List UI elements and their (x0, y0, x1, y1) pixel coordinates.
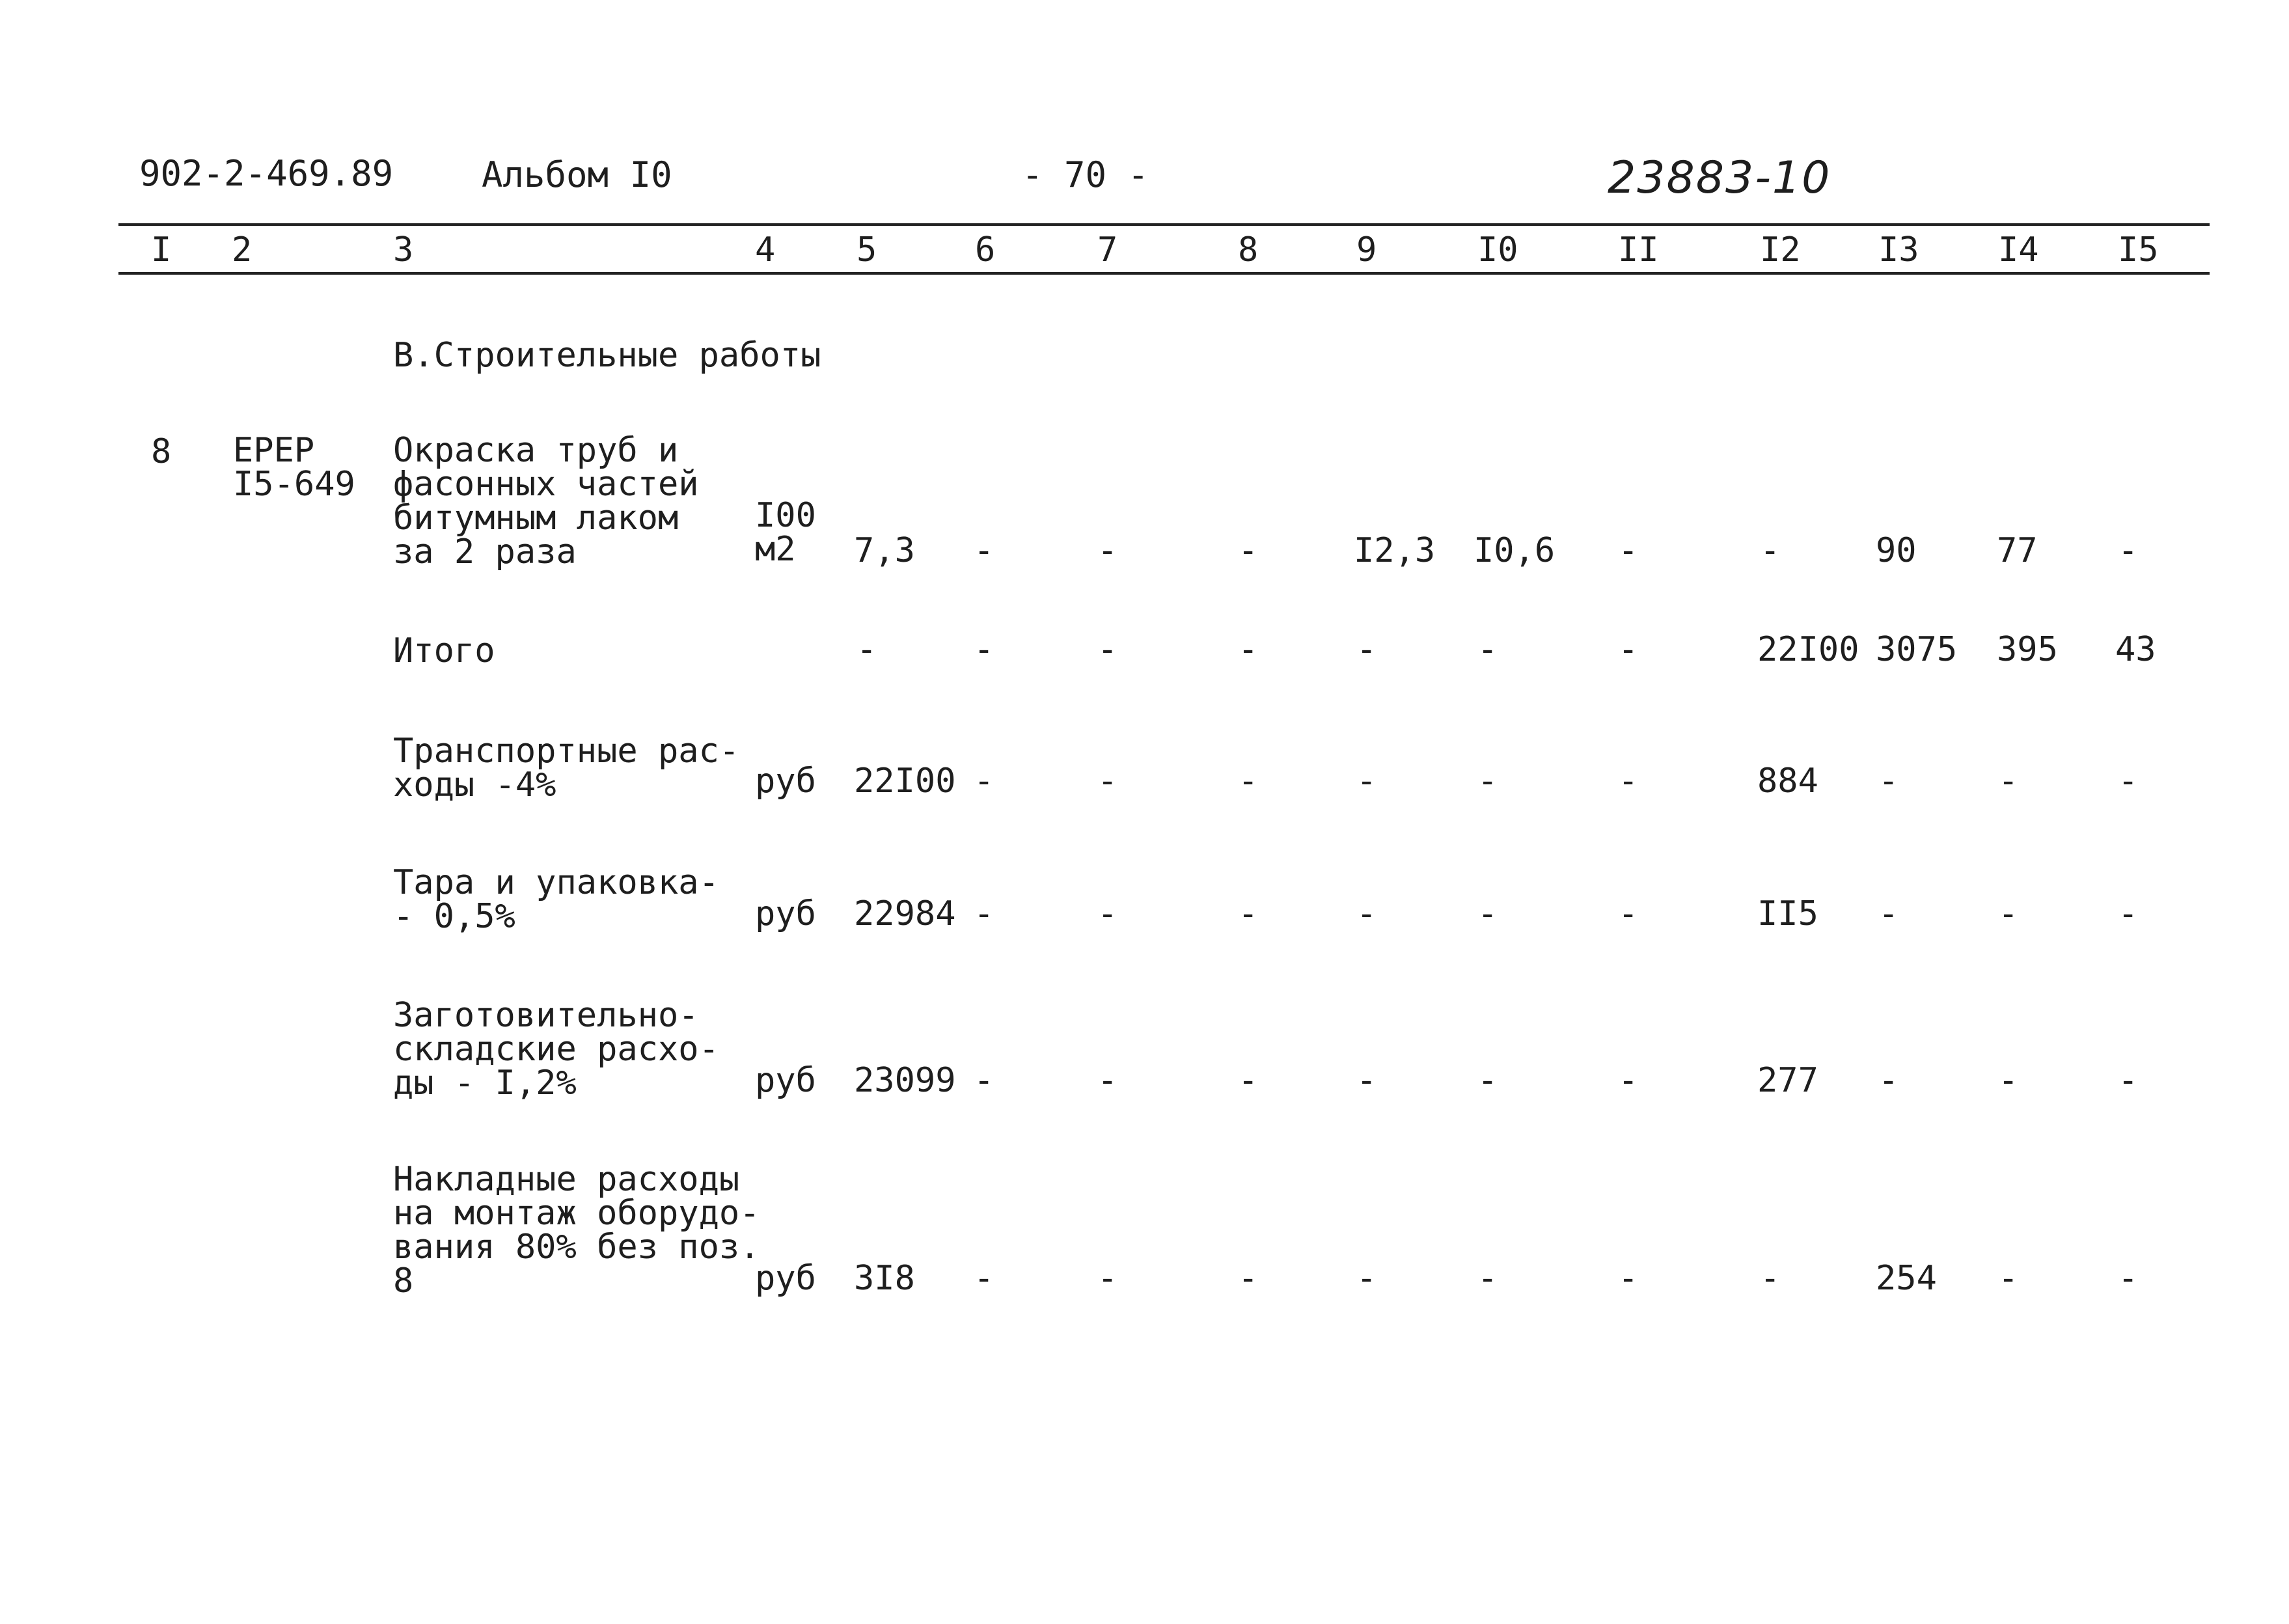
row-number: 8 (151, 432, 172, 471)
cell-c14: - (1998, 1061, 2019, 1100)
unit (755, 762, 816, 801)
unit-line: руб (755, 894, 816, 933)
description-line: ходы -4% (393, 765, 556, 805)
unit (755, 1061, 816, 1100)
cell-c14: - (1998, 762, 2019, 801)
cell-c5: 22984 (854, 894, 956, 933)
cell-c8: - (1238, 1259, 1259, 1298)
header-rule-top (118, 223, 2210, 226)
description-line: фасонных частей (393, 465, 699, 504)
unit-line: руб (755, 1259, 816, 1298)
description-line: 8 (393, 1261, 414, 1301)
column-header: 2 (232, 230, 253, 269)
column-header: 9 (1356, 230, 1377, 269)
cell-c5: 3I8 (854, 1259, 915, 1298)
cell-c11: - (1618, 531, 1639, 570)
cell-c10: - (1477, 762, 1498, 801)
cell-c13: - (1878, 1061, 1899, 1100)
work-description (393, 996, 719, 1103)
column-header: I4 (1998, 230, 2039, 269)
cell-c14: - (1998, 1259, 2019, 1298)
cell-c9: - (1356, 1061, 1377, 1100)
cell-c11: - (1618, 762, 1639, 801)
cell-c6: - (974, 531, 994, 570)
description-line: Окраска труб и (393, 431, 679, 470)
cell-c15: - (2118, 531, 2139, 570)
description-line: битумным лаком (393, 499, 679, 538)
unit-line: руб (755, 1061, 816, 1100)
cell-c7: - (1097, 531, 1118, 570)
page-number: - 70 - (1022, 154, 1149, 195)
cell-c9: - (1356, 1259, 1377, 1298)
description-line: за 2 раза (393, 532, 577, 571)
unit-line: руб (755, 762, 816, 801)
work-description (393, 732, 740, 805)
column-header: I5 (2118, 230, 2159, 269)
cell-c10: - (1477, 1259, 1498, 1298)
cell-c5: 7,3 (854, 531, 915, 570)
cell-c15: 43 (2115, 630, 2156, 669)
column-header: II (1618, 230, 1659, 269)
description-line: Накладные расходы (393, 1160, 740, 1199)
cell-c6: - (974, 630, 994, 669)
cell-c6: - (974, 1259, 994, 1298)
cell-c8: - (1238, 630, 1259, 669)
cell-c6: - (974, 1061, 994, 1100)
cell-c9: I2,3 (1354, 531, 1436, 570)
cell-c13: 254 (1876, 1259, 1937, 1298)
work-description (393, 863, 719, 936)
cell-c7: - (1097, 1259, 1118, 1298)
price-code-line: ЕРЕР (233, 431, 315, 470)
description-line: Тара и упаковка- (393, 863, 719, 902)
unit (755, 894, 816, 933)
cell-c11: - (1618, 1061, 1639, 1100)
cell-c15: - (2118, 1061, 2139, 1100)
cell-c13: 3075 (1876, 630, 1958, 669)
cell-c10: - (1477, 630, 1498, 669)
unit-line: м2 (755, 530, 796, 569)
cell-c11: - (1618, 630, 1639, 669)
cell-c14: 395 (1997, 630, 2058, 669)
column-header: I3 (1878, 230, 1919, 269)
column-header: 4 (755, 230, 776, 269)
cell-c5: 22I00 (854, 762, 956, 801)
unit-line: I00 (755, 496, 816, 535)
cell-c6: - (974, 762, 994, 801)
cell-c13: - (1878, 894, 1899, 933)
cell-c8: - (1238, 894, 1259, 933)
description-line: Транспортные рас- (393, 732, 740, 771)
cell-c10: - (1477, 894, 1498, 933)
description-line: складские расхо- (393, 1030, 719, 1069)
description-line: вания 80% без поз. (393, 1228, 760, 1267)
cell-c8: - (1238, 762, 1259, 801)
cell-c10: I0,6 (1473, 531, 1556, 570)
cell-c10: - (1477, 1061, 1498, 1100)
header-rule-bottom (118, 272, 2210, 275)
cell-c15: - (2118, 894, 2139, 933)
unit (755, 496, 816, 569)
cell-c12: 22I00 (1757, 630, 1859, 669)
cell-c12: 277 (1757, 1061, 1818, 1100)
cell-c14: 77 (1997, 531, 2038, 570)
cell-c11: - (1618, 1259, 1639, 1298)
description-line: на монтаж оборудо- (393, 1194, 760, 1233)
cell-c5: - (857, 630, 877, 669)
cell-c11: - (1618, 894, 1639, 933)
cell-c14: - (1998, 894, 2019, 933)
cell-c8: - (1238, 1061, 1259, 1100)
document-code: 902-2-469.89 (139, 153, 394, 194)
cell-c13: - (1878, 762, 1899, 801)
cell-c15: - (2118, 1259, 2139, 1298)
column-header: 8 (1238, 230, 1259, 269)
column-header: 3 (393, 230, 414, 269)
cell-c7: - (1097, 762, 1118, 801)
cell-c5: 23099 (854, 1061, 956, 1100)
section-title: В.Строительные работы (393, 336, 821, 375)
cell-c7: - (1097, 1061, 1118, 1100)
description-line: ды - I,2% (393, 1064, 577, 1103)
column-header: 5 (857, 230, 877, 269)
cell-c12: - (1760, 531, 1781, 570)
price-code-line: I5-649 (233, 465, 355, 504)
column-header: 7 (1097, 230, 1118, 269)
cell-c15: - (2118, 762, 2139, 801)
archive-stamp: 23883-10 (1608, 152, 1831, 204)
unit (755, 1259, 816, 1298)
price-code (233, 431, 355, 504)
column-header: I0 (1477, 230, 1518, 269)
cell-c6: - (974, 894, 994, 933)
cell-c12: - (1760, 1259, 1781, 1298)
cell-c9: - (1356, 630, 1377, 669)
work-description (393, 1160, 760, 1301)
description-line: Итого (393, 631, 495, 670)
cell-c9: - (1356, 762, 1377, 801)
album-label: Альбом I0 (482, 154, 672, 195)
cell-c7: - (1097, 630, 1118, 669)
description-line: Заготовительно- (393, 996, 699, 1035)
cell-c13: 90 (1876, 531, 1917, 570)
cell-c12: II5 (1757, 894, 1818, 933)
column-header: I (151, 230, 172, 269)
column-header: 6 (975, 230, 996, 269)
cell-c12: 884 (1757, 762, 1818, 801)
description-line: - 0,5% (393, 897, 515, 936)
column-header: I2 (1760, 230, 1801, 269)
cell-c8: - (1238, 531, 1259, 570)
work-description (393, 431, 699, 571)
cell-c7: - (1097, 894, 1118, 933)
cell-c9: - (1356, 894, 1377, 933)
work-description (393, 631, 495, 670)
